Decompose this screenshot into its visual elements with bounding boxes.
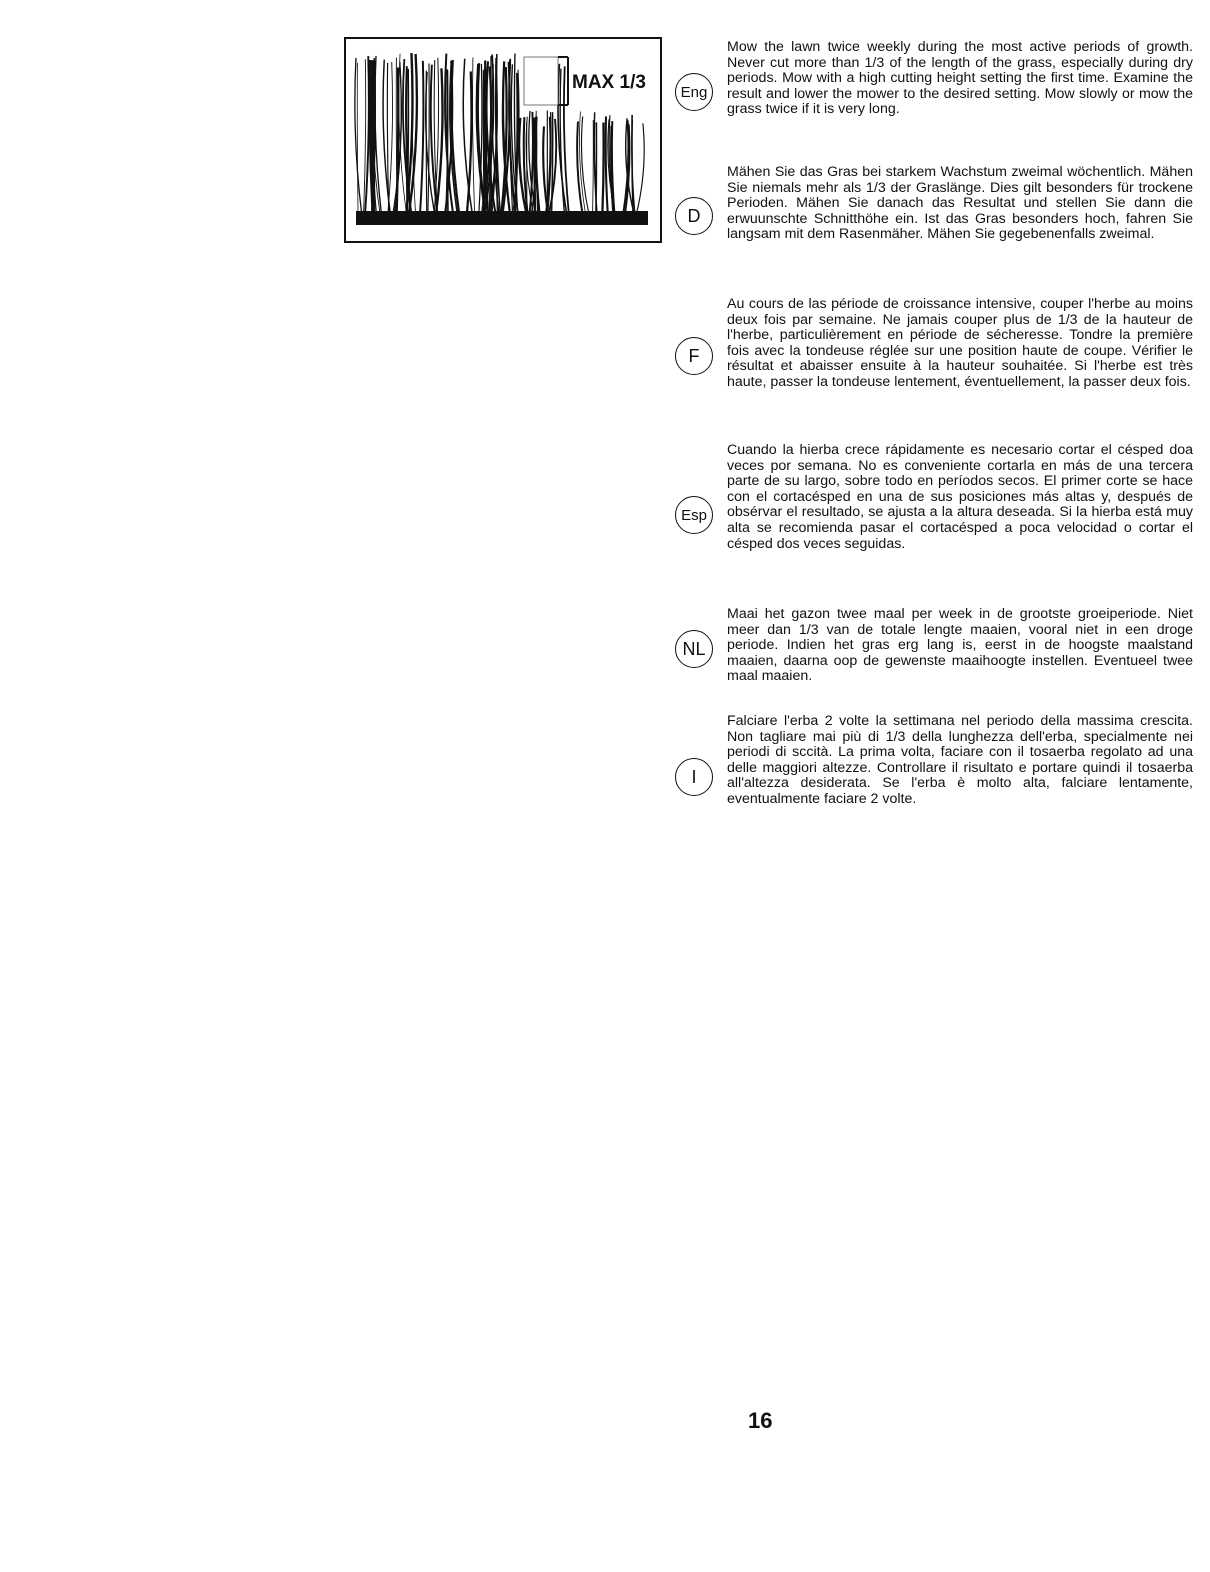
- text-block-i: Falciare l'erba 2 volte la settimana nel periodo della massima crescita. Non tagliare mai più di 1/3 della lunghezza dell'erba, specialmente nei periodi di sccità. La prima volta, faciare con il tosaerba regolato ad una delle maggiori altezze. Controllare il risultato e portare quindi il tosaerba all'altezza desiderata. Se l'erba è molto alta, falciare lentamente, eventualmente faciare 2 volte.: [727, 713, 1193, 807]
- text-block-eng: Mow the lawn twice weekly during the most active periods of growth. Never cut more than 1/3 of the length of the grass, especially during dry periods. Mow with a high cutting height setting the first time. Examine the result and lower the mower to the desired setting. Mow slowly or mow the grass twice if it is very long.: [727, 39, 1193, 118]
- language-badge-esp: Esp: [675, 496, 713, 534]
- language-badge-f: F: [675, 337, 713, 375]
- language-badge-nl: NL: [675, 630, 713, 668]
- text-block-d: Mähen Sie das Gras bei starkem Wachstum zweimal wöchentlich. Mähen Sie niemals mehr als 1/3 der Graslänge. Dies gilt besonders für trockene Perioden. Mähen Sie danach das Resultat und stellen Sie dann die erwuunschte Schnitthöhe ein. Ist das Gras besonders hoch, fahren Sie langsam mit dem Rasenmäher. Mähen Sie gegebenenfalls zweimal.: [727, 164, 1193, 243]
- grass-illustration: [346, 39, 660, 241]
- grass-height-figure: [344, 37, 662, 243]
- text-block-nl: Maai het gazon twee maal per week in de grootste groeiperiode. Niet meer dan 1/3 van de totale lengte maaien, vooral niet in een droge periode. Indien het gras erg lang is, eerst in de hoogste maalstand maaien, daarna oop de gewenste maaihoogte instellen. Eventueel twee maal maaien.: [727, 606, 1193, 685]
- language-badge-i: I: [675, 758, 713, 796]
- language-badge-d: D: [675, 197, 713, 235]
- page-number: 16: [748, 1408, 773, 1433]
- max-cut-label: MAX 1/3: [572, 72, 646, 93]
- text-block-f: Au cours de las période de croissance intensive, couper l'herbe au moins deux fois par semaine. Ne jamais couper plus de 1/3 de la hauteur de l'herbe, particulièrement en période de sécheresse. Tondre la première fois avec la tondeuse réglée sur une position haute de coupe. Vérifier le résultat et abaisser ensuite à la hauteur souhaitée. Si l'herbe est très haute, passer la tondeuse lentement, éventuellement, la passer deux fois.: [727, 296, 1193, 390]
- text-block-esp: Cuando la hierba crece rápidamente es necesario cortar el césped doa veces por semana. No es conveniente cortarla en más de una tercera parte de su largo, sobre todo en períodos secos. El primer corte se hace con el cortacésped en una de sus posiciones más altas y, después de obsérvar el resultado, se ajusta a la altura deseada. Si la hierba está muy alta se recomienda pasar el cortacésped a poca velocidad o cortar el césped dos veces seguidas.: [727, 442, 1193, 552]
- language-badge-eng: Eng: [675, 73, 713, 111]
